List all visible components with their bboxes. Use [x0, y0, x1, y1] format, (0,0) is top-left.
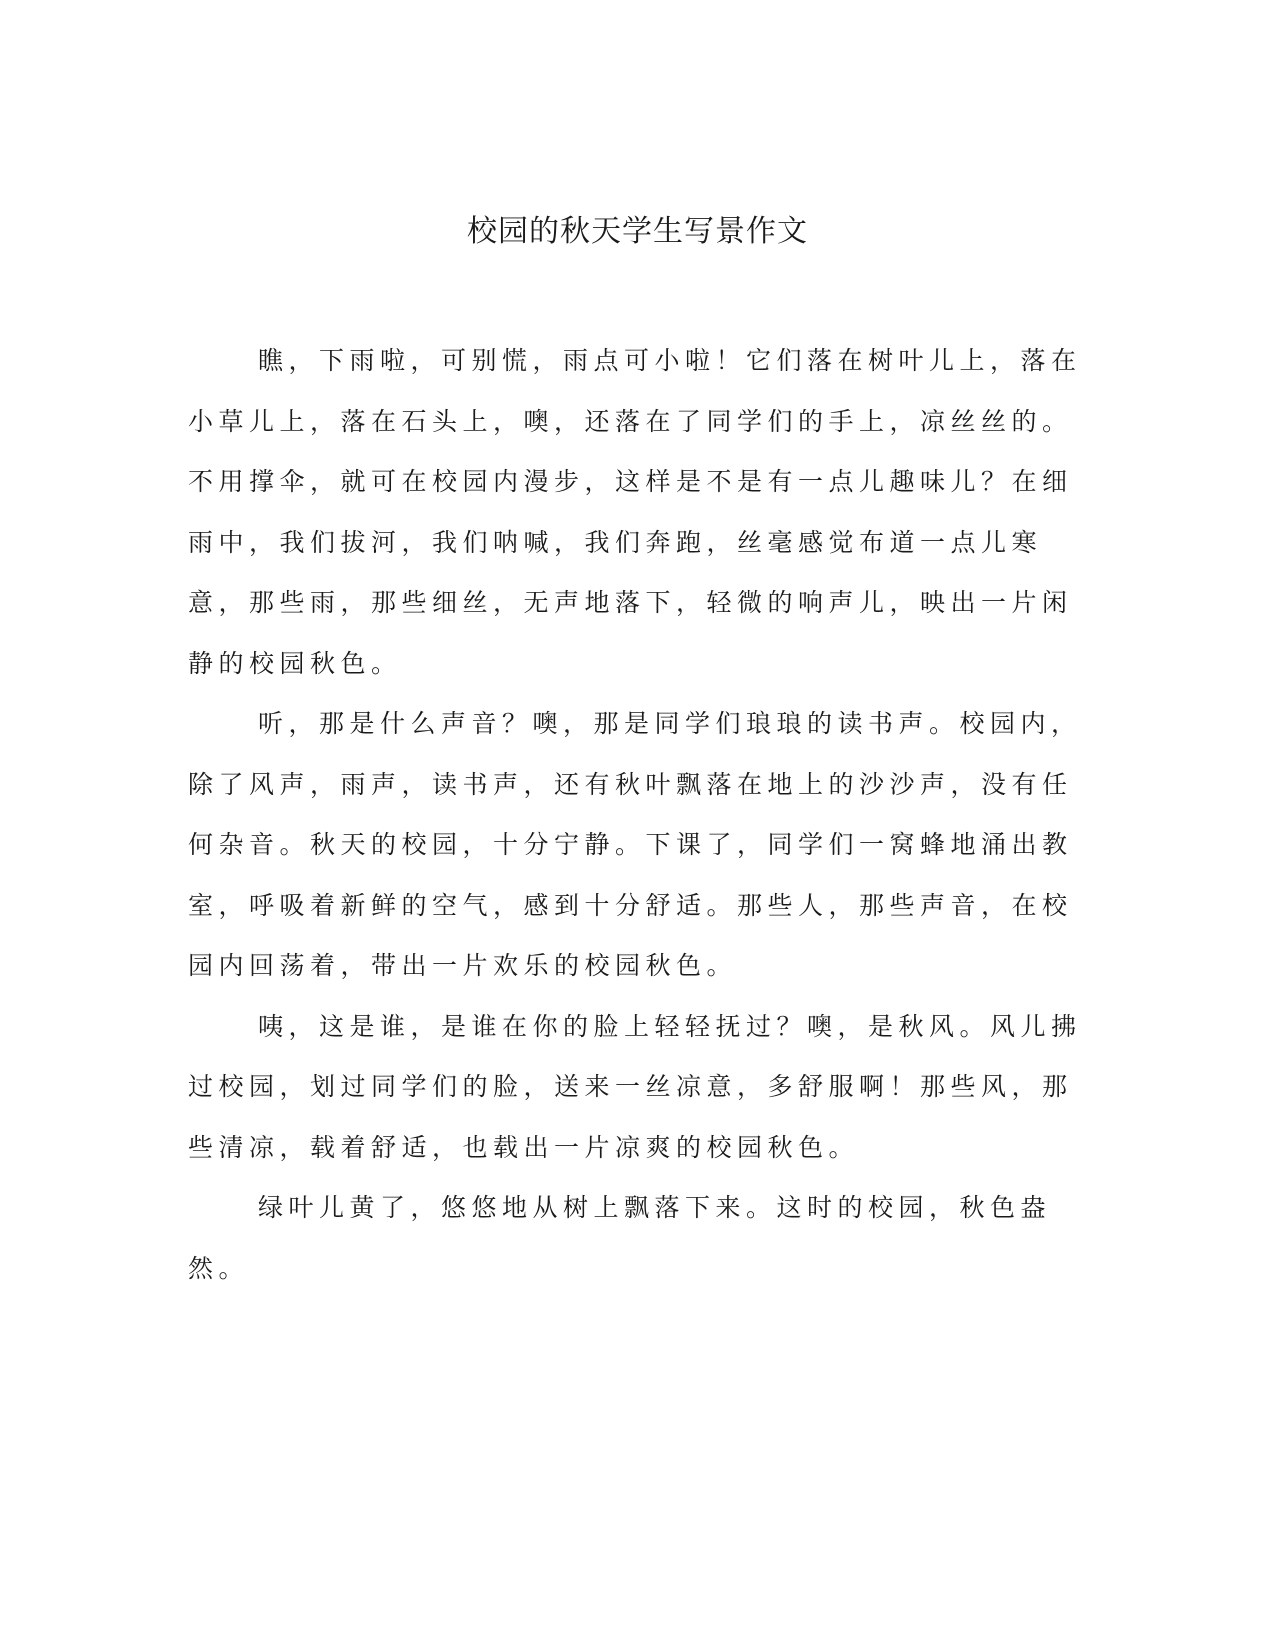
paragraph-1: 瞧，下雨啦，可别慌，雨点可小啦！它们落在树叶儿上，落在小草儿上，落在石头上，噢，还落在了同学们的手上，凉丝丝的。不用撑伞，就可在校园内漫步，这样是不是有一点儿趣味儿？在细雨中，我们拔河，我们呐喊，我们奔跑，丝毫感觉布道一点儿寒意，那些雨，那些细丝，无声地落下，轻微的响声儿，映出一片闲静的校园秋色。	[188, 346, 1082, 678]
page-title: 校园的秋天学生写景作文	[467, 214, 808, 249]
paragraph-3: 咦，这是谁，是谁在你的脸上轻轻抚过？噢，是秋风。风儿拂过校园，划过同学们的脸，送来一丝凉意，多舒服啊！那些风，那些清凉，载着舒适，也载出一片凉爽的校园秋色。	[188, 1011, 1082, 1162]
paragraph-2: 听，那是什么声音？噢，那是同学们琅琅的读书声。校园内，除了风声，雨声，读书声，还有秋叶飘落在地上的沙沙声，没有任何杂音。秋天的校园，十分宁静。下课了，同学们一窝蜂地涌出教室，呼吸着新鲜的空气，感到十分舒适。那些人，那些声音，在校园内回荡着，带出一片欢乐的校园秋色。	[188, 709, 1082, 980]
essay-body	[188, 331, 1082, 1299]
paragraph-4: 绿叶儿黄了，悠悠地从树上飘落下来。这时的校园，秋色盎然。	[188, 1193, 1052, 1283]
